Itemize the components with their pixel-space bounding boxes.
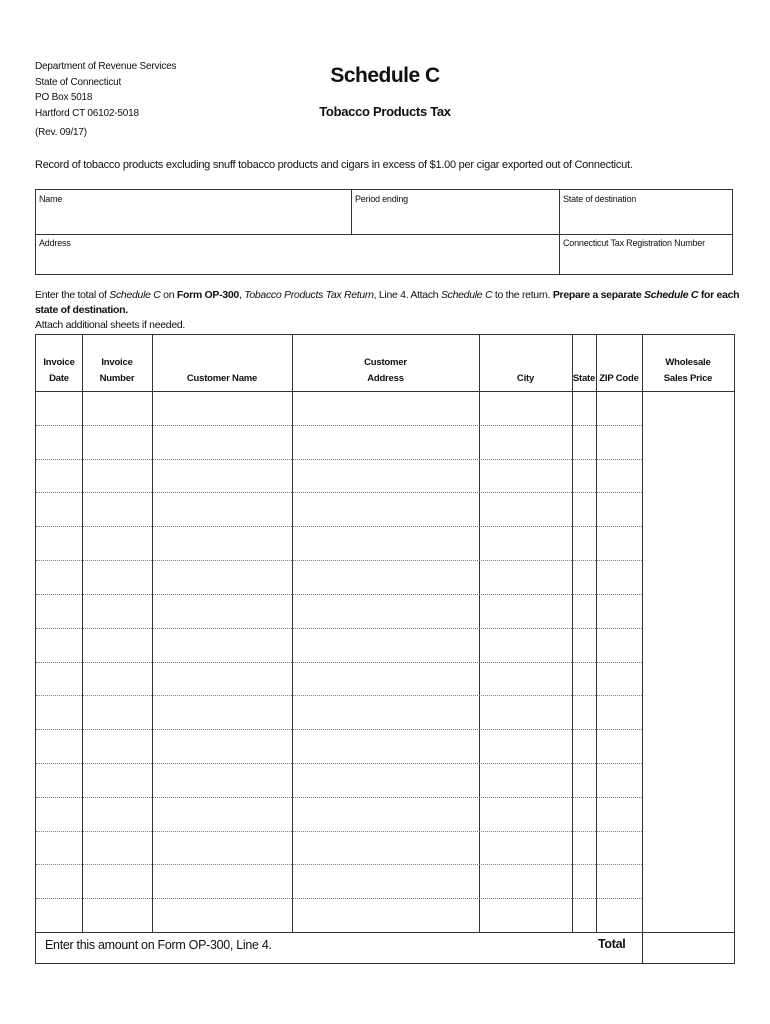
total-label: Total: [598, 937, 626, 951]
header-text: Address: [367, 373, 404, 384]
header-text: Customer: [364, 357, 407, 368]
header-city: [479, 335, 572, 391]
header-invoice-date: [36, 335, 82, 391]
instr-text: , Line 4. Attach: [373, 289, 441, 301]
exports-table: [35, 334, 735, 964]
agency-line: Department of Revenue Services: [35, 61, 177, 72]
name-label: Name: [39, 194, 63, 204]
header-state: [572, 335, 596, 391]
agency-line: Hartford CT 06102-5018: [35, 107, 139, 119]
taxpayer-info-box: [35, 189, 733, 275]
table-row[interactable]: [36, 763, 734, 797]
instr-text: for each state of destination.: [35, 289, 740, 316]
footer-instruction: Enter this amount on Form OP-300, Line 4.: [45, 938, 272, 952]
address-field[interactable]: [36, 234, 560, 274]
table-row[interactable]: [36, 628, 734, 662]
header-customer-address: [292, 335, 479, 391]
state-of-destination-field[interactable]: [560, 190, 732, 234]
table-row[interactable]: [36, 695, 734, 729]
tax-registration-field[interactable]: [560, 234, 732, 274]
instr-text: Schedule C: [440, 289, 493, 301]
instr-text: Form OP-300: [176, 289, 239, 301]
record-note: Record of tobacco products excluding snuff tobacco products and cigars in excess of $1.00 per cigar exported out of Connecticut.: [35, 159, 633, 171]
instructions-line-1: [35, 288, 740, 318]
period-ending-label: Period ending: [355, 194, 408, 204]
state-of-destination-label: State of destination: [563, 194, 637, 204]
header-text: Wholesale: [665, 357, 711, 368]
table-row[interactable]: [36, 391, 734, 425]
instr-text: ,: [238, 289, 245, 301]
header-text: Invoice: [101, 357, 133, 368]
table-row[interactable]: [36, 425, 734, 459]
name-field[interactable]: [36, 190, 352, 234]
instr-text: Tobacco Products Tax Return: [244, 289, 374, 301]
header-text: ZIP Code: [599, 373, 639, 384]
table-row[interactable]: [36, 492, 734, 526]
header-text: Invoice: [43, 357, 75, 368]
revision-date: (Rev. 09/17): [35, 127, 87, 138]
instr-text: to the return.: [492, 289, 553, 301]
header-invoice-number: [82, 335, 152, 391]
agency-line: PO Box 5018: [35, 92, 93, 103]
instr-text: Prepare a separate: [552, 289, 645, 301]
table-row[interactable]: [36, 594, 734, 628]
address-label: Address: [39, 238, 71, 248]
header-text: State: [572, 373, 596, 384]
total-amount-field[interactable]: [643, 933, 734, 963]
instr-text: Enter the total of: [35, 289, 110, 301]
table-row[interactable]: [36, 898, 734, 932]
table-row[interactable]: [36, 662, 734, 696]
tax-registration-label: Connecticut Tax Registration Number: [563, 238, 705, 248]
table-row[interactable]: [36, 526, 734, 560]
table-row[interactable]: [36, 560, 734, 594]
table-row[interactable]: [36, 459, 734, 493]
agency-address: [35, 59, 176, 121]
table-row[interactable]: [36, 831, 734, 865]
table-row[interactable]: [36, 797, 734, 831]
instructions: [35, 288, 740, 333]
header-customer-name: [152, 335, 292, 391]
header-zip-code: [596, 335, 642, 391]
period-ending-field[interactable]: [352, 190, 560, 234]
form-subtitle: Tobacco Products Tax: [319, 104, 451, 119]
header-text: City: [516, 373, 535, 384]
instr-text: on: [160, 289, 177, 301]
table-row[interactable]: [36, 729, 734, 763]
header-text: Number: [99, 373, 135, 384]
header-wholesale-sales-price: [642, 335, 734, 391]
instr-text: Schedule C: [109, 289, 161, 301]
header-text: Date: [49, 373, 69, 384]
instructions-line-2: Attach additional sheets if needed.: [35, 319, 186, 331]
agency-line: State of Connecticut: [35, 76, 122, 88]
header-text: Sales Price: [663, 373, 713, 384]
header-text: Customer Name: [186, 373, 258, 384]
table-row[interactable]: [36, 864, 734, 898]
footer-separator: [36, 932, 734, 933]
form-title: Schedule C: [330, 64, 440, 87]
instr-text: Schedule C: [644, 289, 699, 301]
